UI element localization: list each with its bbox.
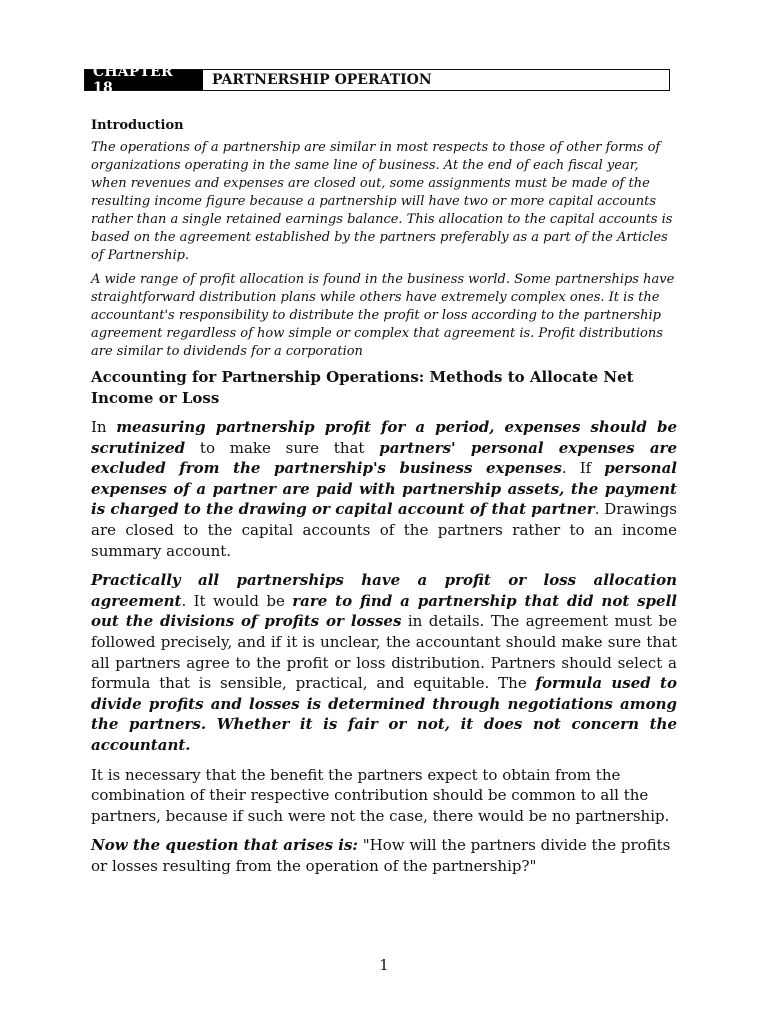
emphasis-text: formula used to divide profits and losses is determined through negotiations among the partners. Whether it is fair or not, it does not concern the accountant. xyxy=(91,674,677,754)
text-span: in details. The agreement must be followed precisely, and if it is unclear, the accountant should make sure that all partners agree to the profit or loss distribution. Partners should select a formula that is sensible, practical, and equitable. The xyxy=(91,612,677,693)
chapter-number: CHAPTER 18 xyxy=(85,70,203,90)
text-span: to make sure that xyxy=(185,438,380,457)
text-span: . Drawings are closed to the capital accounts of the partners rather to an income summary account. xyxy=(91,500,677,560)
intro-paragraph-1: The operations of a partnership are similar in most respects to those of other forms of organizations operating in the same line of business. At the end of each fiscal year, when revenues and expenses are closed out, some assignments must be made of the resulting income figure because a partnership will have two or more capital accounts rather than a single retained earnings balance. This allocation to the capital accounts is based on the agreement established by the partners preferably as a part of the Articles of Partnership. xyxy=(91,140,673,263)
text-span: In xyxy=(91,418,117,436)
page-number: 1 xyxy=(379,956,389,974)
body-paragraph-2 xyxy=(91,570,677,755)
text-span: "How will the partners divide the profits or losses resulting from the operation of the partnership?" xyxy=(91,836,671,875)
section-heading: Accounting for Partnership Operations: Methods to Allocate Net Income or Loss xyxy=(91,368,634,407)
body-paragraph-3: It is necessary that the benefit the partners expect to obtain from the combination of their respective contribution should be common to all the partners, because if such were not the case, there would be no partnership. xyxy=(91,765,670,825)
body-paragraph-1 xyxy=(91,417,677,561)
emphasis-text: measuring partnership profit for a period, expenses should be scrutinized xyxy=(91,418,677,457)
body-paragraph-4 xyxy=(91,835,677,876)
page-content xyxy=(91,118,677,885)
chapter-header xyxy=(84,64,670,96)
chapter-title: PARTNERSHIP OPERATION xyxy=(212,72,432,88)
emphasis-text: Now the question that arises is: xyxy=(91,836,358,855)
emphasis-text: rare to find a partnership that did not spell out the divisions of profits or losses xyxy=(91,591,677,631)
intro-heading: Introduction xyxy=(91,118,184,133)
text-span: . It would be xyxy=(181,591,293,610)
emphasis-text: Practically all partnerships have a profit or loss allocation agreement xyxy=(91,571,677,610)
emphasis-text: partners' personal expenses are excluded from the partnership's business expenses xyxy=(91,438,677,478)
intro-paragraph-2: A wide range of profit allocation is found in the business world. Some partnerships have straightforward distribution plans while others have extremely complex ones. It is the accountant's responsibility to distribute the profit or loss according to the partnership agreement regardless of how simple or complex that agreement is. Profit distributions are similar to dividends for a corporation xyxy=(91,272,675,359)
text-span: . If xyxy=(561,459,605,478)
emphasis-text: personal expenses of a partner are paid with partnership assets, the payment is charged to the drawing or capital account of that partner xyxy=(91,459,677,519)
